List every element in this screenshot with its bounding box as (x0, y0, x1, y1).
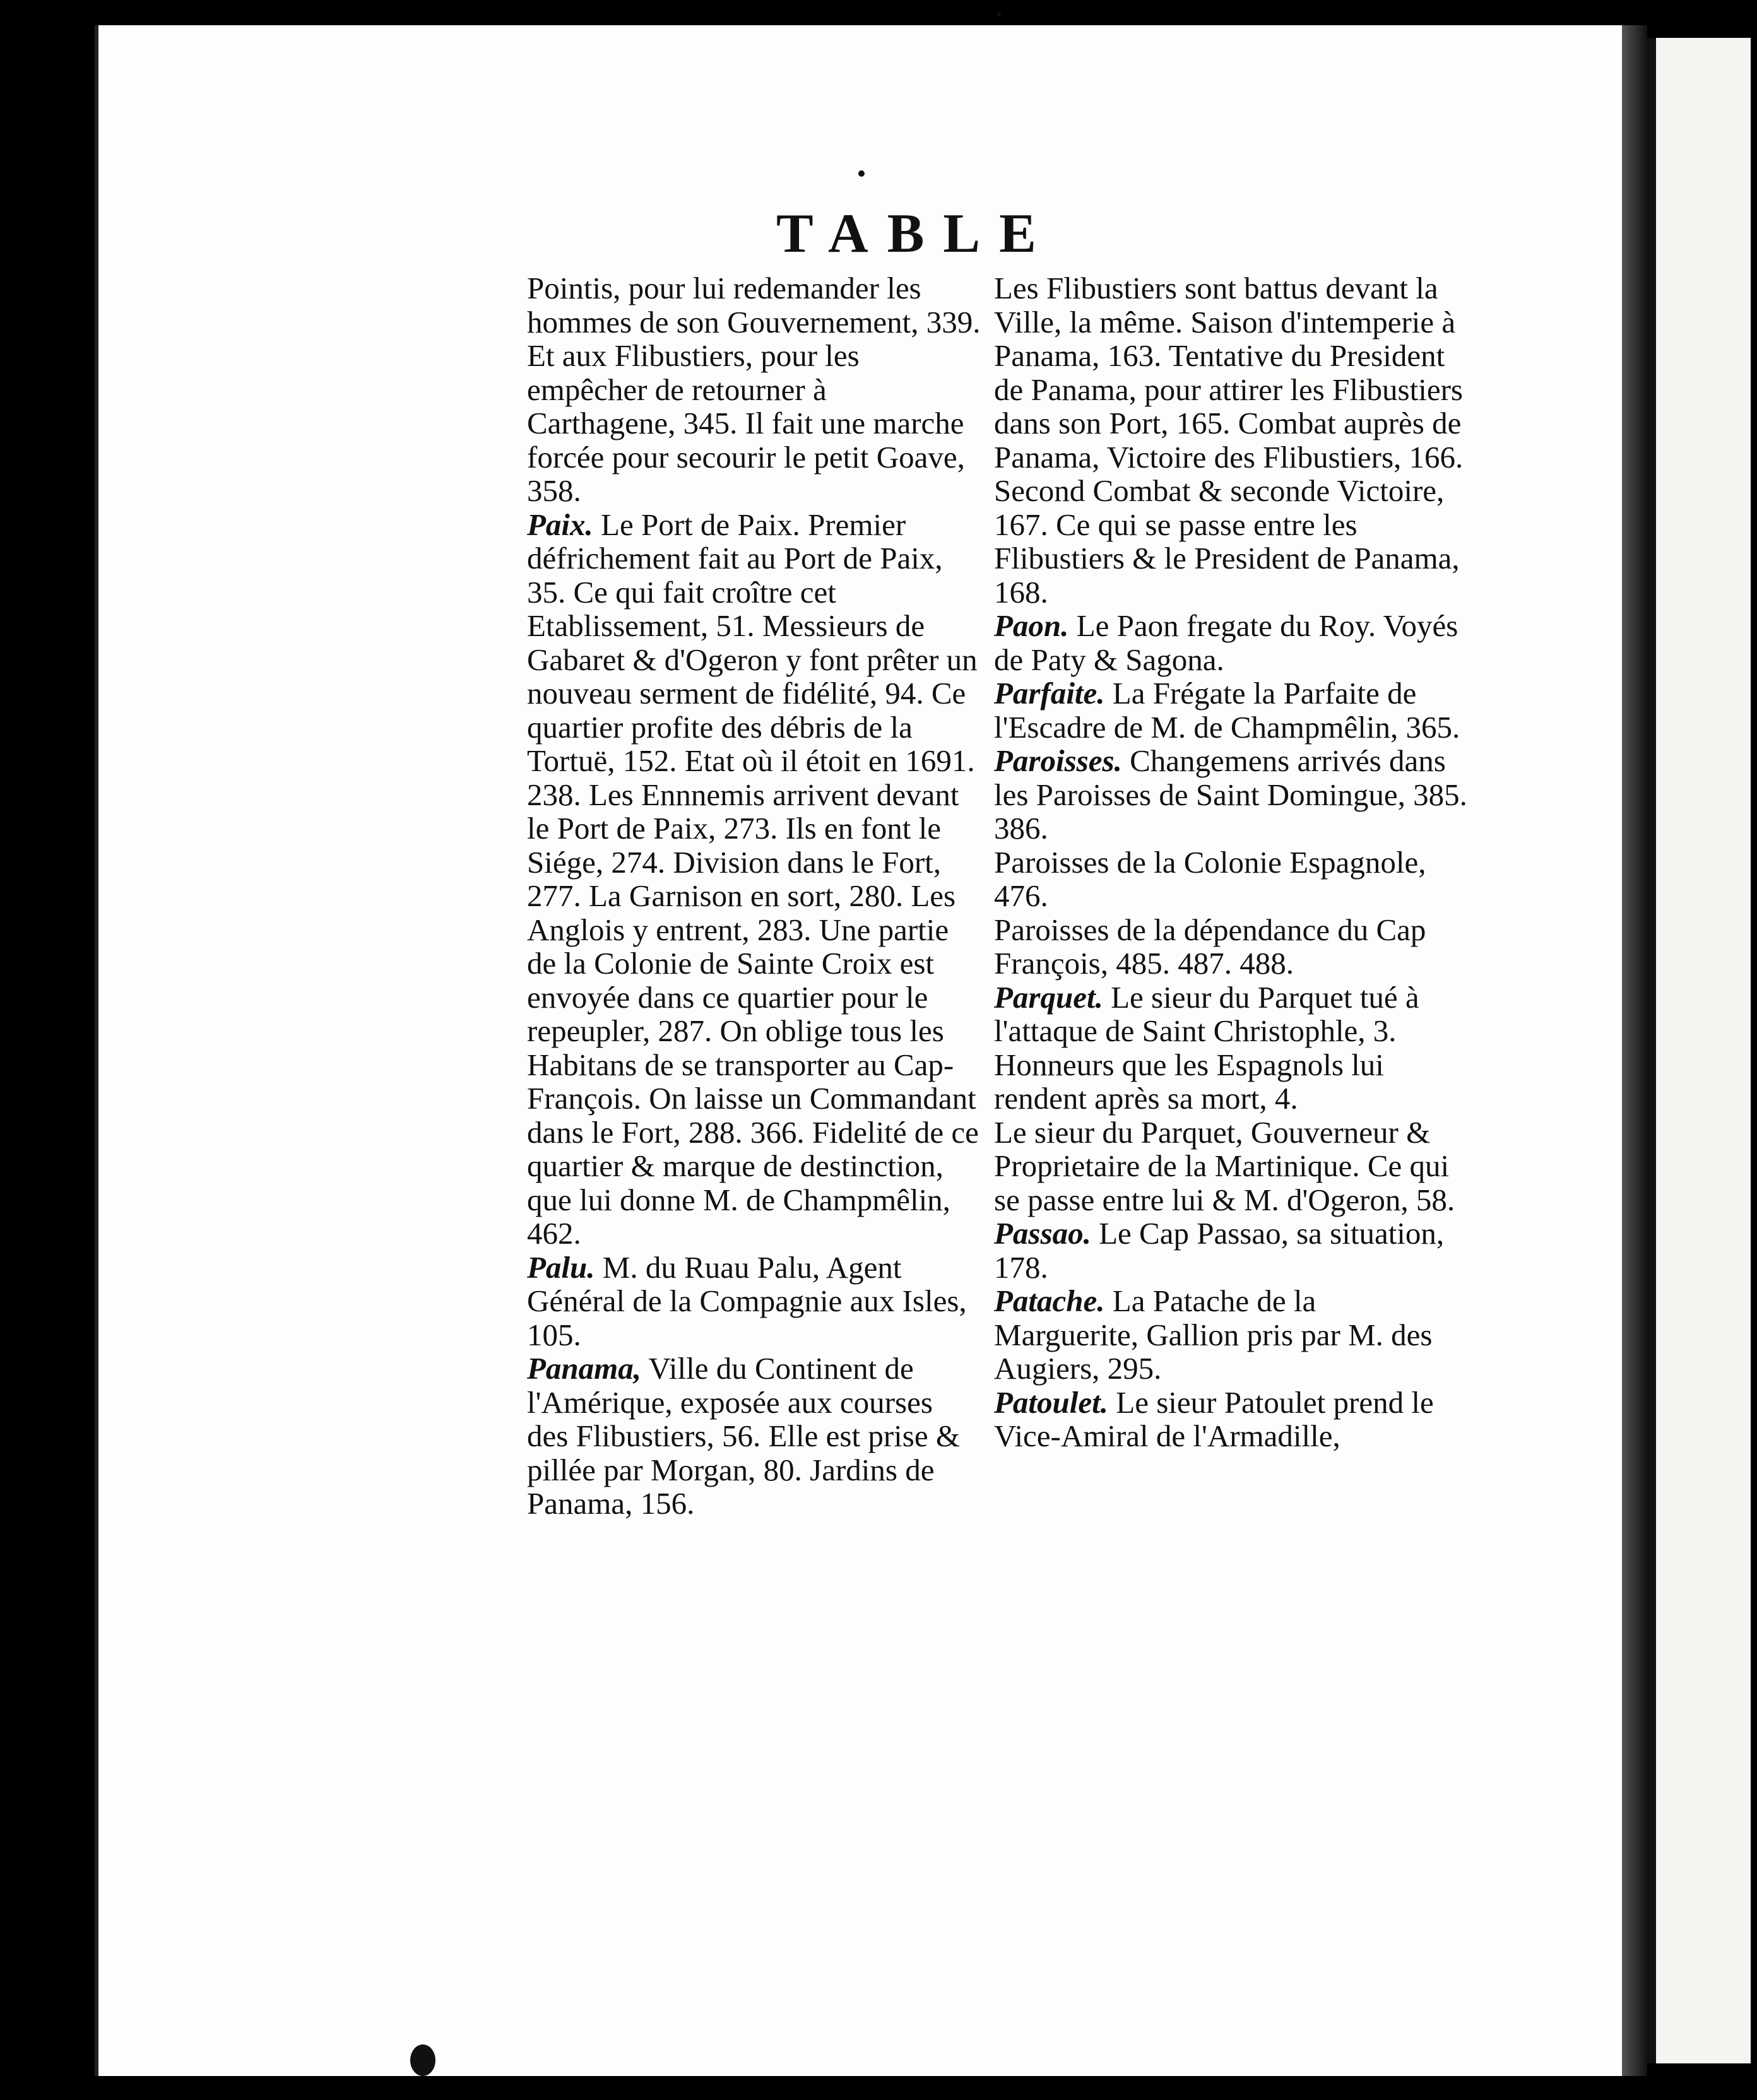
left-column (527, 271, 981, 1521)
index-entry: Pointis, pour lui redemander les hommes de son Gouvernement, 339. Et aux Flibustiers, pour les empêcher de retourner à Carthagene, 345. Il fait une marche forcée pour secourir le petit Goave, 358. (527, 271, 981, 508)
index-entry: Paroisses de la Colonie Espagnole, 476. (994, 844, 1426, 913)
index-entry: Paroisses de la dépendance du Cap François, 485. 487. 488. (994, 912, 1426, 981)
index-entry: Palu. M. du Ruau Palu, Agent Général de la Compagnie aux Isles, 105. (527, 1249, 967, 1352)
index-entry: Le sieur du Parquet, Gouverneur & Proprietaire de la Martinique. Ce qui se passe entre lui & M. d'Ogeron, 58. (994, 1114, 1455, 1217)
page-title: TABLE (776, 203, 1055, 264)
facing-page-edge (1647, 38, 1751, 2063)
index-entry: Patoulet. Le sieur Patoulet prend le Vice-Amiral de l'Armadille, (994, 1384, 1434, 1453)
index-entry: Panama, Ville du Continent de l'Amérique, exposée aux courses des Flibustiers, 56. Elle est prise & pillée par Morgan, 80. Jardins de Panama, 156. (527, 1351, 960, 1521)
index-entry: Paroisses. Changemens arrivés dans les Paroisses de Saint Domingue, 385. 386. (994, 743, 1467, 846)
index-entry: Patache. La Patache de la Marguerite, Gallion pris par M. des Augiers, 295. (994, 1283, 1433, 1386)
right-column (994, 271, 1467, 1453)
book-spine (1622, 25, 1647, 2076)
index-entry: Paix. Le Port de Paix. Premier défrichement fait au Port de Paix, 35. Ce qui fait croître cet Etablissement, 51. Messieurs de Gabaret & d'Ogeron y font prêter un nouveau serment de fidélité, 94. Ce quartier profite des débris de la Tortuë, 152. Etat où il étoit en 1691. 238. Les Ennnemis arrivent devant le Port de Paix, 273. Ils en font le Siége, 274. Division dans le Fort, 277. La Garnison en sort, 280. Les Anglois y entrent, 283. Une partie de la Colonie de Sainte Croix est envoyée dans ce quartier pour le repeupler, 287. On oblige tous les Habitans de se transporter au Cap-François. On laisse un Commandant dans le Fort, 288. 366. Fidelité de ce quartier & marque de destinction, que lui donne M. de Champmêlin, 462. (527, 507, 979, 1251)
index-entry: Passao. Le Cap Passao, sa situation, 178. (994, 1216, 1445, 1285)
index-entry: Parquet. Le sieur du Parquet tué à l'attaque de Saint Christophle, 3. Honneurs que les Espagnols lui rendent après sa mort, 4. (994, 979, 1419, 1116)
index-entry: Parfaite. La Frégate la Parfaite de l'Escadre de M. de Champmêlin, 365. (994, 676, 1460, 745)
scan-speck (858, 170, 865, 177)
index-entry: Les Flibustiers sont battus devant la Ville, la même. Saison d'intemperie à Panama, 163. Tentative du President de Panama, pour attirer les Flibustiers dans son Port, 165. Combat auprès de Panama, Victoire des Flibustiers, 166. Second Combat & seconde Victoire, 167. Ce qui se passe entre les Flibustiers & le President de Panama, 168. (994, 271, 1464, 610)
scan-speck (410, 2044, 435, 2076)
index-entry: Paon. Le Paon fregate du Roy. Voyés de Paty & Sagona. (994, 608, 1458, 677)
scan-speck (997, 13, 1001, 16)
